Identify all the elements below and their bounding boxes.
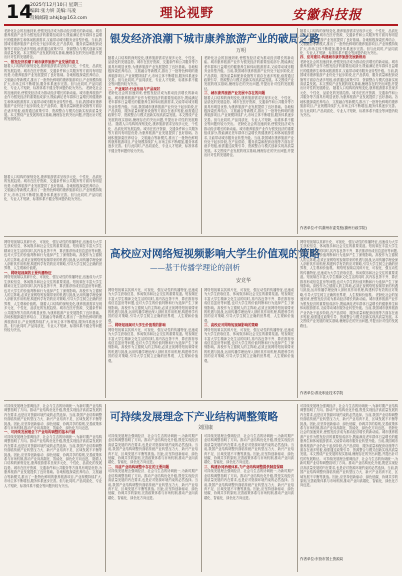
article-2-text: 随着人口结构的深刻变化,康养旅游需求呈现多元化、个性化、品质化的发展趋势。城市在医疗资源、交通条件和公共服务等方面具有明显优势,为康养旅游产业发展提供了良好基础。各地积极探索医养结合、文旅融合等新模式,推出了一批特色鲜明的康养旅游项目,产业规模持续扩大,市场主体不断增加,服务体系逐步完善。但与此同时,产品同质化、专业人才短缺、标准体系不健全等问题仍较为突出。 [4, 301, 102, 333]
article-1-subhead-2: 二、产业现状:行业布局与产品现状 [108, 86, 161, 91]
header-rule [4, 24, 398, 26]
article-2-credit: 作者单位:淮北职业技术学院 [300, 391, 344, 395]
article-1-column-4 [300, 29, 398, 224]
article-3-text: 可持续发展理念强调经济、社会与生态的协调统一,为新时期产业结构调整指明了方向。推动产业结构优化升级,既是实现经济高质量发展的内在要求,也是应对资源环境约束的必然选择。当前,我国产业结构调整仍面临传统产业转型压力大、新兴产业培育不足、区域发展不平衡等挑战。因此,应坚持创新驱动、绿色低碳、协调共享的原则,完善政策体系与市场机制,推动产业向高端化、智能化、绿色化方向迈进。 [300, 404, 398, 431]
page-number: 14 [6, 1, 33, 23]
article-1-byline: 万明 [236, 48, 247, 54]
date-line: 2025年12月10日 星期三 [30, 3, 83, 8]
article-1-column-3 [204, 56, 294, 234]
article-2-text: 网络短视频以其碎片化、可视化、强互动性的传播特征,迅速成为大学生获取信息、休闲娱乐和社会交往的重要渠道。短视频在丰富大学生精神文化生活的同时,其内容良莠不齐、算法推荐形成信息茧房等问题,也对大学生的价值判断和行为选择产生了深刻影响。高校作为立德树人的主阵地,必须正视网络短视频带来的机遇与挑战,运用传播学理论深入剖析其作用机理,构建科学有效的应对策略,引导大学生树立正确的世界观、人生观和价值观。 [300, 240, 398, 271]
article-2-column-2 [108, 288, 198, 398]
article-2-text: 网络短视频以其碎片化、可视化、强互动性的传播特征,迅速成为大学生获取信息、休闲娱乐和社会交往的重要渠道。短视频在丰富大学生精神文化生活的同时,其内容良莠不齐、算法推荐形成信息茧房等问题,也对大学生的价值判断和行为选择产生了深刻影响。高校作为立德树人的主阵地,必须正视网络短视频带来的机遇与挑战,运用传播学理论深入剖析其作用机理,构建科学有效的应对策略,引导大学生树立正确的世界观、人生观和价值观。 [108, 327, 198, 363]
article-3-column-3 [204, 434, 294, 572]
article-2-text: 网络短视频以其碎片化、可视化、强互动性的传播特征,迅速成为大学生获取信息、休闲娱乐和社会交往的重要渠道。短视频在丰富大学生精神文化生活的同时,其内容良莠不齐、算法推荐形成信息茧房等问题,也对大学生的价值判断和行为选择产生了深刻影响。高校作为立德树人的主阵地,必须正视网络短视频带来的机遇与挑战,运用传播学理论深入剖析其作用机理,构建科学有效的应对策略,引导大学生树立正确的世界观、人生观和价值观。 [300, 266, 398, 297]
divider [4, 236, 398, 237]
newspaper-name: 安徽科技报 [292, 8, 363, 23]
article-3-text: 可持续发展理念强调经济、社会与生态的协调统一,为新时期产业结构调整指明了方向。推动产业结构优化升级,既是实现经济高质量发展的内在要求,也是应对资源环境约束的必然选择。当前,我国产业结构调整仍面临传统产业转型压力大、新兴产业培育不足、区域发展不平衡等挑战。因此,应坚持创新驱动、绿色低碳、协调共享的原则,完善政策体系与市场机制,推动产业向高端化、智能化、绿色化方向迈进。 [108, 434, 198, 465]
article-1-title: 银发经济浪潮下城市康养旅游产业的破局之路 [110, 33, 320, 45]
article-1-subhead-4: 四、应对建议:构建城市康养旅游发展新格局 [300, 55, 366, 60]
article-3-subhead-1: 一、可持续发展理念下产业结构调整的基本内涵 [4, 430, 76, 435]
divider [4, 400, 398, 401]
editor-line: 编辑:张力妍 美编:马凌 [30, 9, 76, 15]
article-3-text: 可持续发展理念强调经济、社会与生态的协调统一,为新时期产业结构调整指明了方向。推动产业结构优化升级,既是实现经济高质量发展的内在要求,也是应对资源环境约束的必然选择。当前,我国产业结构调整仍面临传统产业转型压力大、新兴产业培育不足、区域发展不平衡等挑战。因此,应坚持创新驱动、绿色低碳、协调共享的原则,完善政策体系与市场机制,推动产业向高端化、智能化、绿色化方向迈进。 [204, 469, 294, 500]
column-rule [297, 404, 298, 572]
article-3-column-2 [108, 434, 198, 572]
column-rule [201, 288, 202, 398]
article-3-column-1 [4, 404, 102, 572]
article-2-text: 网络短视频以其碎片化、可视化、强互动性的传播特征,迅速成为大学生获取信息、休闲娱乐和社会交往的重要渠道。短视频在丰富大学生精神文化生活的同时,其内容良莠不齐、算法推荐形成信息茧房等问题,也对大学生的价值判断和行为选择产生了深刻影响。高校作为立德树人的主阵地,必须正视网络短视频带来的机遇与挑战,运用传播学理论深入剖析其作用机理,构建科学有效的应对策略,引导大学生树立正确的世界观、人生观和价值观。 [4, 275, 102, 306]
article-2-subhead-1: 一、网络短视频的主要传播特征 [4, 270, 52, 275]
article-1-subhead-1: 一、银发经济浪潮下城市康养旅游产业发展的意义 [4, 59, 79, 64]
article-3-byline: 刘国康 [198, 425, 214, 431]
article-3-credit: 作者单位:东营市国土资源局 [300, 557, 344, 561]
article-3-text: 可持续发展理念强调经济、社会与生态的协调统一,为新时期产业结构调整指明了方向。推动产业结构优化升级,既是实现经济高质量发展的内在要求,也是应对资源环境约束的必然选择。当前,我国产业结构调整仍面临传统产业转型压力大、新兴产业培育不足、区域发展不平衡等挑战。因此,应坚持创新驱动、绿色低碳、协调共享的原则,完善政策体系与市场机制,推动产业向高端化、智能化、绿色化方向迈进。 [108, 469, 198, 500]
article-2-text: 网络短视频以其碎片化、可视化、强互动性的传播特征,迅速成为大学生获取信息、休闲娱乐和社会交往的重要渠道。短视频在丰富大学生精神文化生活的同时,其内容良莠不齐、算法推荐形成信息茧房等问题,也对大学生的价值判断和行为选择产生了深刻影响。高校作为立德树人的主阵地,必须正视网络短视频带来的机遇与挑战,运用传播学理论深入剖析其作用机理,构建科学有效的应对策略,引导大学生树立正确的世界观、人生观和价值观。 [204, 288, 294, 323]
section-title: 理论视野 [160, 5, 215, 20]
article-2-title: 高校应对网络短视频影响大学生价值观的策略 [110, 248, 320, 260]
article-1-text: 老龄化社会的加速到来,使银发经济成为推动经济增长的新动能。城市康养旅游产业作为银发经济的重要组成部分,既能满足老年群体日益增长的健康养生和休闲旅游需求,又能带动城市服务业转型升级。当前,我国城市康养旅游产业仍处于起步阶段,在产品供给、服务质量和配套设施等方面存在诸多短板,亟需通过政策引导、资源整合与模式创新实现高质量发展。本文围绕产业发展的现实基础,梳理存在的突出问题,并提出针对性的发展路径。 [108, 91, 198, 127]
email-line: 投稿邮箱:ahkjb@163.com [30, 15, 88, 21]
article-1-text: 随着人口结构的深刻变化,康养旅游需求呈现多元化、个性化、品质化的发展趋势。城市在医疗资源、交通条件和公共服务等方面具有明显优势,为康养旅游产业发展提供了良好基础。各地积极探索医养结合、文旅融合等新模式,推出了一批特色鲜明的康养旅游项目,产业规模持续扩大,市场主体不断增加,服务体系逐步完善。但与此同时,产品同质化、专业人才短缺、标准体系不健全等问题仍较为突出。 [204, 95, 294, 127]
article-3-text: 可持续发展理念强调经济、社会与生态的协调统一,为新时期产业结构调整指明了方向。推动产业结构优化升级,既是实现经济高质量发展的内在要求,也是应对资源环境约束的必然选择。当前,我国产业结构调整仍面临传统产业转型压力大、新兴产业培育不足、区域发展不平衡等挑战。因此,应坚持创新驱动、绿色低碳、协调共享的原则,完善政策体系与市场机制,推动产业向高端化、智能化、绿色化方向迈进。 [4, 404, 102, 431]
article-3-text: 可持续发展理念强调经济、社会与生态的协调统一,为新时期产业结构调整指明了方向。推动产业结构优化升级,既是实现经济高质量发展的内在要求,也是应对资源环境约束的必然选择。当前,我国产业结构调整仍面临传统产业转型压力大、新兴产业培育不足、区域发展不平衡等挑战。因此,应坚持创新驱动、绿色低碳、协调共享的原则,完善政策体系与市场机制,推动产业向高端化、智能化、绿色化方向迈进。 [300, 456, 398, 488]
article-1-column-1b [4, 175, 102, 231]
column-rule [297, 240, 298, 398]
article-2-column-1 [4, 240, 102, 396]
article-3-column-4 [300, 404, 398, 554]
article-1-subhead-3: 三、城市康养旅游产业发展中存在的问题 [204, 91, 266, 96]
article-1-text: 随着人口结构的深刻变化,康养旅游需求呈现多元化、个性化、品质化的发展趋势。城市在医疗资源、交通条件和公共服务等方面具有明显优势,为康养旅游产业发展提供了良好基础。各地积极探索医养结合、文旅融合等新模式,推出了一批特色鲜明的康养旅游项目,产业规模持续扩大,市场主体不断增加,服务体系逐步完善。但与此同时,产品同质化、专业人才短缺、标准体系不健全等问题仍较为突出。 [108, 122, 198, 153]
article-3-text: 随着人口结构的深刻变化,康养旅游需求呈现多元化、个性化、品质化的发展趋势。城市在医疗资源、交通条件和公共服务等方面具有明显优势,为康养旅游产业发展提供了良好基础。各地积极探索医养结合、文旅融合等新模式,推出了一批特色鲜明的康养旅游项目,产业规模持续扩大,市场主体不断增加,服务体系逐步完善。但与此同时,产品同质化、专业人才短缺、标准体系不健全等问题仍较为突出。 [4, 457, 102, 488]
article-1-text: 老龄化社会的加速到来,使银发经济成为推动经济增长的新动能。城市康养旅游产业作为银发经济的重要组成部分,既能满足老年群体日益增长的健康养生和休闲旅游需求,又能带动城市服务业转型升级。当前,我国城市康养旅游产业仍处于起步阶段,在产品供给、服务质量和配套设施等方面存在诸多短板,亟需通过政策引导、资源整合与模式创新实现高质量发展。本文围绕产业发展的现实基础,梳理存在的突出问题,并提出针对性的发展路径。 [204, 122, 294, 158]
column-rule [105, 240, 106, 398]
header-meta [30, 3, 87, 22]
article-3-title: 可持续发展理念下产业结构调整策略 [110, 411, 278, 423]
article-1-text: 随着人口结构的深刻变化,康养旅游需求呈现多元化、个性化、品质化的发展趋势。城市在医疗资源、交通条件和公共服务等方面具有明显优势,为康养旅游产业发展提供了良好基础。各地积极探索医养结合、文旅融合等新模式,推出了一批特色鲜明的康养旅游项目,产业规模持续扩大,市场主体不断增加,服务体系逐步完善。但与此同时,产品同质化、专业人才短缺、标准体系不健全等问题仍较为突出。 [108, 56, 198, 87]
column-rule [105, 28, 106, 234]
article-1-text: 老龄化社会的加速到来,使银发经济成为推动经济增长的新动能。城市康养旅游产业作为银发经济的重要组成部分,既能满足老年群体日益增长的健康养生和休闲旅游需求,又能带动城市服务业转型升级。当前,我国城市康养旅游产业仍处于起步阶段,在产品供给、服务质量和配套设施等方面存在诸多短板,亟需通过政策引导、资源整合与模式创新实现高质量发展。本文围绕产业发展的现实基础,梳理存在的突出问题,并提出针对性的发展路径。 [4, 86, 102, 122]
article-1-credit: 作者单位:中共滁州市委党校(滁州行政学院) [300, 226, 367, 230]
article-2-text: 老龄化社会的加速到来,使银发经济成为推动经济增长的新动能。城市康养旅游产业作为银发经济的重要组成部分,既能满足老年群体日益增长的健康养生和休闲旅游需求,又能带动城市服务业转型升级。当前,我国城市康养旅游产业仍处于起步阶段,在产品供给、服务质量和配套设施等方面存在诸多短板,亟需通过政策引导、资源整合与模式创新实现高质量发展。本文围绕产业发展的现实基础,梳理存在的突出问题,并提出针对性的发展路径。 [300, 292, 398, 328]
column-rule [105, 404, 106, 572]
article-1-column-2 [108, 56, 198, 234]
article-2-text: 网络短视频以其碎片化、可视化、强互动性的传播特征,迅速成为大学生获取信息、休闲娱乐和社会交往的重要渠道。短视频在丰富大学生精神文化生活的同时,其内容良莠不齐、算法推荐形成信息茧房等问题,也对大学生的价值判断和行为选择产生了深刻影响。高校作为立德树人的主阵地,必须正视网络短视频带来的机遇与挑战,运用传播学理论深入剖析其作用机理,构建科学有效的应对策略,引导大学生树立正确的世界观、人生观和价值观。 [108, 288, 198, 323]
column-rule [297, 28, 298, 234]
article-1-text: 随着人口结构的深刻变化,康养旅游需求呈现多元化、个性化、品质化的发展趋势。城市在医疗资源、交通条件和公共服务等方面具有明显优势,为康养旅游产业发展提供了良好基础。各地积极探索医养结合、文旅融合等新模式,推出了一批特色鲜明的康养旅游项目,产业规模持续扩大,市场主体不断增加,服务体系逐步完善。但与此同时,产品同质化、专业人才短缺、标准体系不健全等问题仍较为突出。 [300, 86, 398, 117]
article-2-byline: 安竞华 [236, 278, 252, 284]
article-1-text: 老龄化社会的加速到来,使银发经济成为推动经济增长的新动能。城市康养旅游产业作为银发经济的重要组成部分,既能满足老年群体日益增长的健康养生和休闲旅游需求,又能带动城市服务业转型升级。当前,我国城市康养旅游产业仍处于起步阶段,在产品供给、服务质量和配套设施等方面存在诸多短板,亟需通过政策引导、资源整合与模式创新实现高质量发展。本文围绕产业发展的现实基础,梳理存在的突出问题,并提出针对性的发展路径。 [300, 60, 398, 91]
article-1-text: 随着人口结构的深刻变化,康养旅游需求呈现多元化、个性化、品质化的发展趋势。城市在医疗资源、交通条件和公共服务等方面具有明显优势,为康养旅游产业发展提供了良好基础。各地积极探索医养结合、文旅融合等新模式,推出了一批特色鲜明的康养旅游项目,产业规模持续扩大,市场主体不断增加,服务体系逐步完善。但与此同时,产品同质化、专业人才短缺、标准体系不健全等问题仍较为突出。 [4, 175, 102, 202]
article-2-text: 网络短视频以其碎片化、可视化、强互动性的传播特征,迅速成为大学生获取信息、休闲娱乐和社会交往的重要渠道。短视频在丰富大学生精神文化生活的同时,其内容良莠不齐、算法推荐形成信息茧房等问题,也对大学生的价值判断和行为选择产生了深刻影响。高校作为立德树人的主阵地,必须正视网络短视频带来的机遇与挑战,运用传播学理论深入剖析其作用机理,构建科学有效的应对策略,引导大学生树立正确的世界观、人生观和价值观。 [4, 240, 102, 271]
article-1-text: 随着人口结构的深刻变化,康养旅游需求呈现多元化、个性化、品质化的发展趋势。城市在医疗资源、交通条件和公共服务等方面具有明显优势,为康养旅游产业发展提供了良好基础。各地积极探索医养结合、文旅融合等新模式,推出了一批特色鲜明的康养旅游项目,产业规模持续扩大,市场主体不断增加,服务体系逐步完善。但与此同时,产品同质化、专业人才短缺、标准体系不健全等问题仍较为突出。 [4, 64, 102, 91]
article-2-subtitle: ——基于传播学理论的剖析 [150, 263, 240, 272]
article-3-subhead-3: 三、构建协同治理体系,为产业结构调整提供制度保障 [204, 464, 284, 469]
column-rule [201, 434, 202, 572]
article-1-column-1 [4, 29, 102, 175]
article-2-column-4 [300, 240, 398, 388]
column-rule [201, 56, 202, 234]
article-2-text: 网络短视频以其碎片化、可视化、强互动性的传播特征,迅速成为大学生获取信息、休闲娱乐和社会交往的重要渠道。短视频在丰富大学生精神文化生活的同时,其内容良莠不齐、算法推荐形成信息茧房等问题,也对大学生的价值判断和行为选择产生了深刻影响。高校作为立德树人的主阵地,必须正视网络短视频带来的机遇与挑战,运用传播学理论深入剖析其作用机理,构建科学有效的应对策略,引导大学生树立正确的世界观、人生观和价值观。 [204, 327, 294, 363]
article-3-text: 可持续发展理念强调经济、社会与生态的协调统一,为新时期产业结构调整指明了方向。推动产业结构优化升级,既是实现经济高质量发展的内在要求,也是应对资源环境约束的必然选择。当前,我国产业结构调整仍面临传统产业转型压力大、新兴产业培育不足、区域发展不平衡等挑战。因此,应坚持创新驱动、绿色低碳、协调共享的原则,完善政策体系与市场机制,推动产业向高端化、智能化、绿色化方向迈进。 [204, 434, 294, 465]
article-1-text: 随着人口结构的深刻变化,康养旅游需求呈现多元化、个性化、品质化的发展趋势。城市在医疗资源、交通条件和公共服务等方面具有明显优势,为康养旅游产业发展提供了良好基础。各地积极探索医养结合、文旅融合等新模式,推出了一批特色鲜明的康养旅游项目,产业规模持续扩大,市场主体不断增加,服务体系逐步完善。但与此同时,产品同质化、专业人才短缺、标准体系不健全等问题仍较为突出。 [300, 29, 398, 56]
article-3-text: 可持续发展理念强调经济、社会与生态的协调统一,为新时期产业结构调整指明了方向。推动产业结构优化升级,既是实现经济高质量发展的内在要求,也是应对资源环境约束的必然选择。当前,我国产业结构调整仍面临传统产业转型压力大、新兴产业培育不足、区域发展不平衡等挑战。因此,应坚持创新驱动、绿色低碳、协调共享的原则,完善政策体系与市场机制,推动产业向高端化、智能化、绿色化方向迈进。 [4, 435, 102, 462]
article-2-subhead-2: 二、网络短视频对大学生价值观的影响 [108, 323, 166, 328]
article-1-text: 老龄化社会的加速到来,使银发经济成为推动经济增长的新动能。城市康养旅游产业作为银发经济的重要组成部分,既能满足老年群体日益增长的健康养生和休闲旅游需求,又能带动城市服务业转型升级。当前,我国城市康养旅游产业仍处于起步阶段,在产品供给、服务质量和配套设施等方面存在诸多短板,亟需通过政策引导、资源整合与模式创新实现高质量发展。本文围绕产业发展的现实基础,梳理存在的突出问题,并提出针对性的发展路径。 [204, 56, 294, 91]
article-3-text: 老龄化社会的加速到来,使银发经济成为推动经济增长的新动能。城市康养旅游产业作为银发经济的重要组成部分,既能满足老年群体日益增长的健康养生和休闲旅游需求,又能带动城市服务业转型升级。当前,我国城市康养旅游产业仍处于起步阶段,在产品供给、服务质量和配套设施等方面存在诸多短板,亟需通过政策引导、资源整合与模式创新实现高质量发展。本文围绕产业发展的现实基础,梳理存在的突出问题,并提出针对性的发展路径。 [300, 426, 398, 461]
article-2-column-3 [204, 288, 294, 398]
article-2-subhead-3: 三、高校应对网络短视频影响的策略 [204, 323, 259, 328]
article-3-subhead-2: 二、当前产业结构调整中存在的主要问题 [108, 464, 170, 469]
article-1-intro: 老龄化社会的加速到来,使银发经济成为推动经济增长的新动能。城市康养旅游产业作为银发经济的重要组成部分,既能满足老年群体日益增长的健康养生和休闲旅游需求,又能带动城市服务业转型升级。当前,我国城市康养旅游产业仍处于起步阶段,在产品供给、服务质量和配套设施等方面存在诸多短板,亟需通过政策引导、资源整合与模式创新实现高质量发展。本文围绕产业发展的现实基础,梳理存在的突出问题,并提出针对性的发展路径。 [4, 29, 102, 60]
